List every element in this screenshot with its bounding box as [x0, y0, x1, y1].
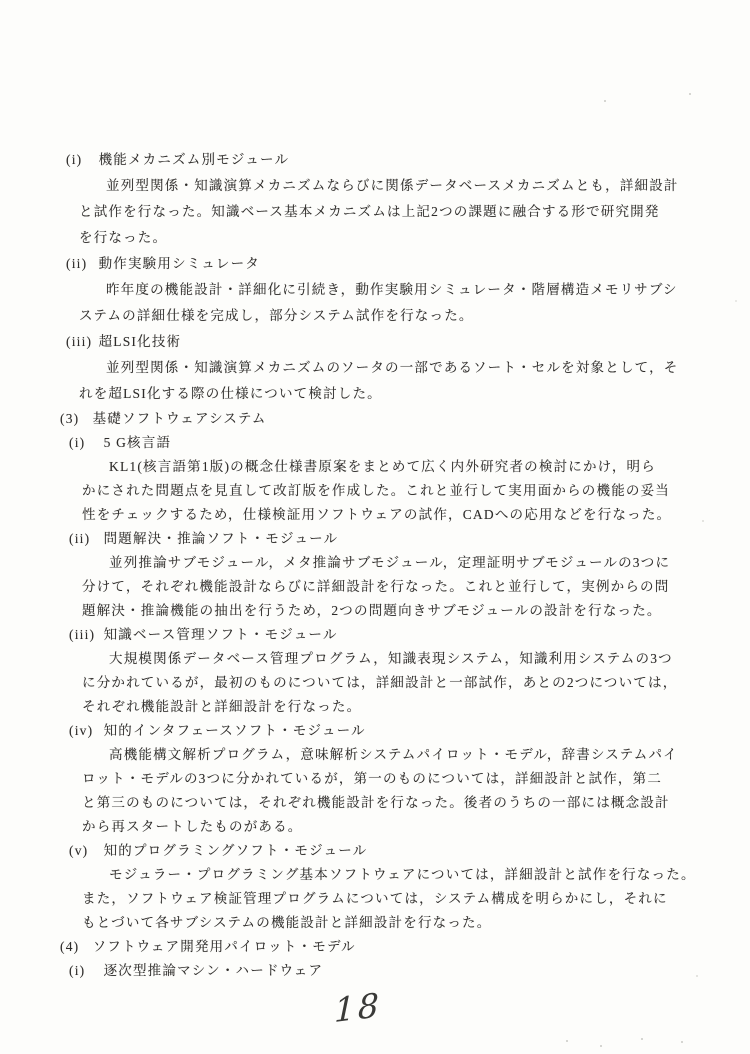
- paragraph-line: もとづいて各サブシステムの機能設計と詳細設計を行なった。: [82, 915, 492, 930]
- paragraph-line: また，ソフトウェア検証管理プログラムについては，システム構成を明らかにし，それに: [82, 891, 668, 906]
- item-title: 知的インタフェースソフト・モジュール: [103, 723, 366, 738]
- item-title: 5 G核言語: [103, 435, 172, 450]
- item-heading: [0, 959, 750, 983]
- scan-speckle: [735, 300, 737, 302]
- item-marker: (i): [66, 152, 83, 167]
- item-function-mechanism-module: [0, 147, 750, 251]
- item-problem-solving-inference-module: [0, 527, 750, 623]
- item-title: 動作実験用シミュレータ: [98, 256, 261, 271]
- paragraph-line: ロット・モデルの3つに分かれているが，第一のものについては，詳細設計と試作，第二: [82, 771, 663, 786]
- item-heading: [0, 147, 750, 173]
- item-heading: [0, 251, 750, 277]
- scan-speckle: [689, 93, 691, 95]
- section-heading: [0, 407, 750, 431]
- scan-speckle: [702, 520, 704, 522]
- scan-speckle: [641, 1038, 643, 1040]
- paragraph-line: ステムの詳細仕様を完成し，部分システム試作を行なった。: [79, 308, 474, 323]
- paragraph-line: モジュラー・プログラミング基本ソフトウェアについては，詳細設計と試作を行なった。: [109, 867, 696, 882]
- item-knowledge-base-management-module: [0, 623, 750, 719]
- paragraph-line: と第三のものについては，それぞれ機能設計を行なった。後者のうちの一部には概念設計: [82, 795, 670, 810]
- paragraph-line: と試作を行なった。知識ベース基本メカニズムは上記2つの課題に融合する形で研究開発: [79, 204, 660, 219]
- item-5g-kernel-language: [0, 431, 750, 527]
- paragraph-line: から再スタートしたものがある。: [82, 819, 303, 834]
- item-heading: [0, 623, 750, 647]
- paragraph-line: 並列型関係・知識演算メカニズムならびに関係データベースメカニズムとも，詳細設計: [106, 178, 679, 193]
- paragraph-line: 性をチェックするため，仕様検証用ソフトウェアの試作，CADへの応用などを行なった。: [82, 507, 672, 522]
- item-vlsi-technology: [0, 329, 750, 407]
- item-intelligent-interface-module: [0, 719, 750, 839]
- item-operation-experiment-simulator: [0, 251, 750, 329]
- item-marker: (iii): [66, 334, 93, 349]
- scan-speckle: [681, 1041, 683, 1043]
- section-title: ソフトウェア開発用パイロット・モデル: [92, 939, 356, 954]
- item-heading: [0, 839, 750, 863]
- item-heading: [0, 431, 750, 455]
- paragraph-line: 高機能構文解析プログラム，意味解析システムパイロット・モデル，辞書システムパイ: [109, 747, 678, 762]
- section-software-development-pilot-model: [0, 935, 750, 983]
- scan-speckle: [604, 100, 606, 102]
- item-intelligent-programming-module: [0, 839, 750, 935]
- paragraph-line: KL1(核言語第1版)の概念仕様書原案をまとめて広く内外研究者の検討にかけ，明ら: [109, 459, 656, 474]
- scan-speckle: [600, 1045, 602, 1047]
- section-basic-software-system: [0, 407, 750, 935]
- document-body: [0, 147, 750, 983]
- item-title: 逐次型推論マシン・ハードウェア: [103, 963, 324, 978]
- paragraph-line: 分けて，それぞれ機能設計ならびに詳細設計を行なった。これと並行して，実例からの問: [82, 579, 670, 594]
- item-title: 問題解決・推論ソフト・モジュール: [103, 531, 339, 546]
- item-title: 機能メカニズム別モジュール: [98, 152, 290, 167]
- paragraph-line: それぞれ機能設計と詳細設計を行なった。: [82, 699, 362, 714]
- paragraph-line: 題解決・推論機能の抽出を行うため，2つの問題向きサブモジュールの設計を行なった。: [82, 603, 662, 618]
- scan-speckle: [566, 1040, 568, 1042]
- paragraph-line: 並列推論サブモジュール，メタ推論サブモジュール，定理証明サブモジュールの3つに: [109, 555, 671, 570]
- item-title: 超LSI化技術: [98, 334, 182, 349]
- item-marker: (ii): [66, 256, 88, 271]
- item-marker: (iv): [69, 723, 94, 738]
- paragraph-line: 並列型関係・知識演算メカニズムのソータの一部であるソート・セルを対象として，そ: [106, 360, 679, 375]
- item-marker: (iii): [69, 627, 96, 642]
- paragraph-line: 大規模関係データベース管理プログラム，知識表現システム，知識利用システムの3つ: [109, 651, 673, 666]
- item-heading: [0, 719, 750, 743]
- paragraph-line: 昨年度の機能設計・詳細化に引続き，動作実験用シミュレータ・階層構造メモリサブシ: [106, 282, 678, 297]
- item-marker: (i): [69, 435, 86, 450]
- item-marker: (i): [69, 963, 86, 978]
- item-title: 知的プログラミングソフト・モジュール: [103, 843, 368, 858]
- item-marker: (v): [69, 843, 89, 858]
- item-title: 知識ベース管理ソフト・モジュール: [103, 627, 338, 642]
- item-marker: (ii): [69, 531, 91, 546]
- section-title: 基礎ソフトウェアシステム: [92, 411, 267, 426]
- section-heading: [0, 935, 750, 959]
- item-heading: [0, 329, 750, 355]
- scan-speckle: [696, 975, 698, 977]
- section-marker: (3): [60, 411, 80, 426]
- section-marker: (4): [60, 939, 80, 954]
- handwritten-page-number: 18: [333, 984, 383, 1031]
- paragraph-line: を行なった。: [79, 230, 168, 245]
- paragraph-line: かにされた問題点を見直して改訂版を作成した。これと並行して実用面からの機能の妥当: [82, 483, 670, 498]
- paragraph-line: に分かれているが，最初のものについては，詳細設計と一部試作，あとの2つについては，: [82, 675, 678, 690]
- paragraph-line: れを超LSI化する際の仕様について検討した。: [79, 386, 382, 401]
- item-heading: [0, 527, 750, 551]
- item-sequential-inference-machine-hardware: [0, 959, 750, 983]
